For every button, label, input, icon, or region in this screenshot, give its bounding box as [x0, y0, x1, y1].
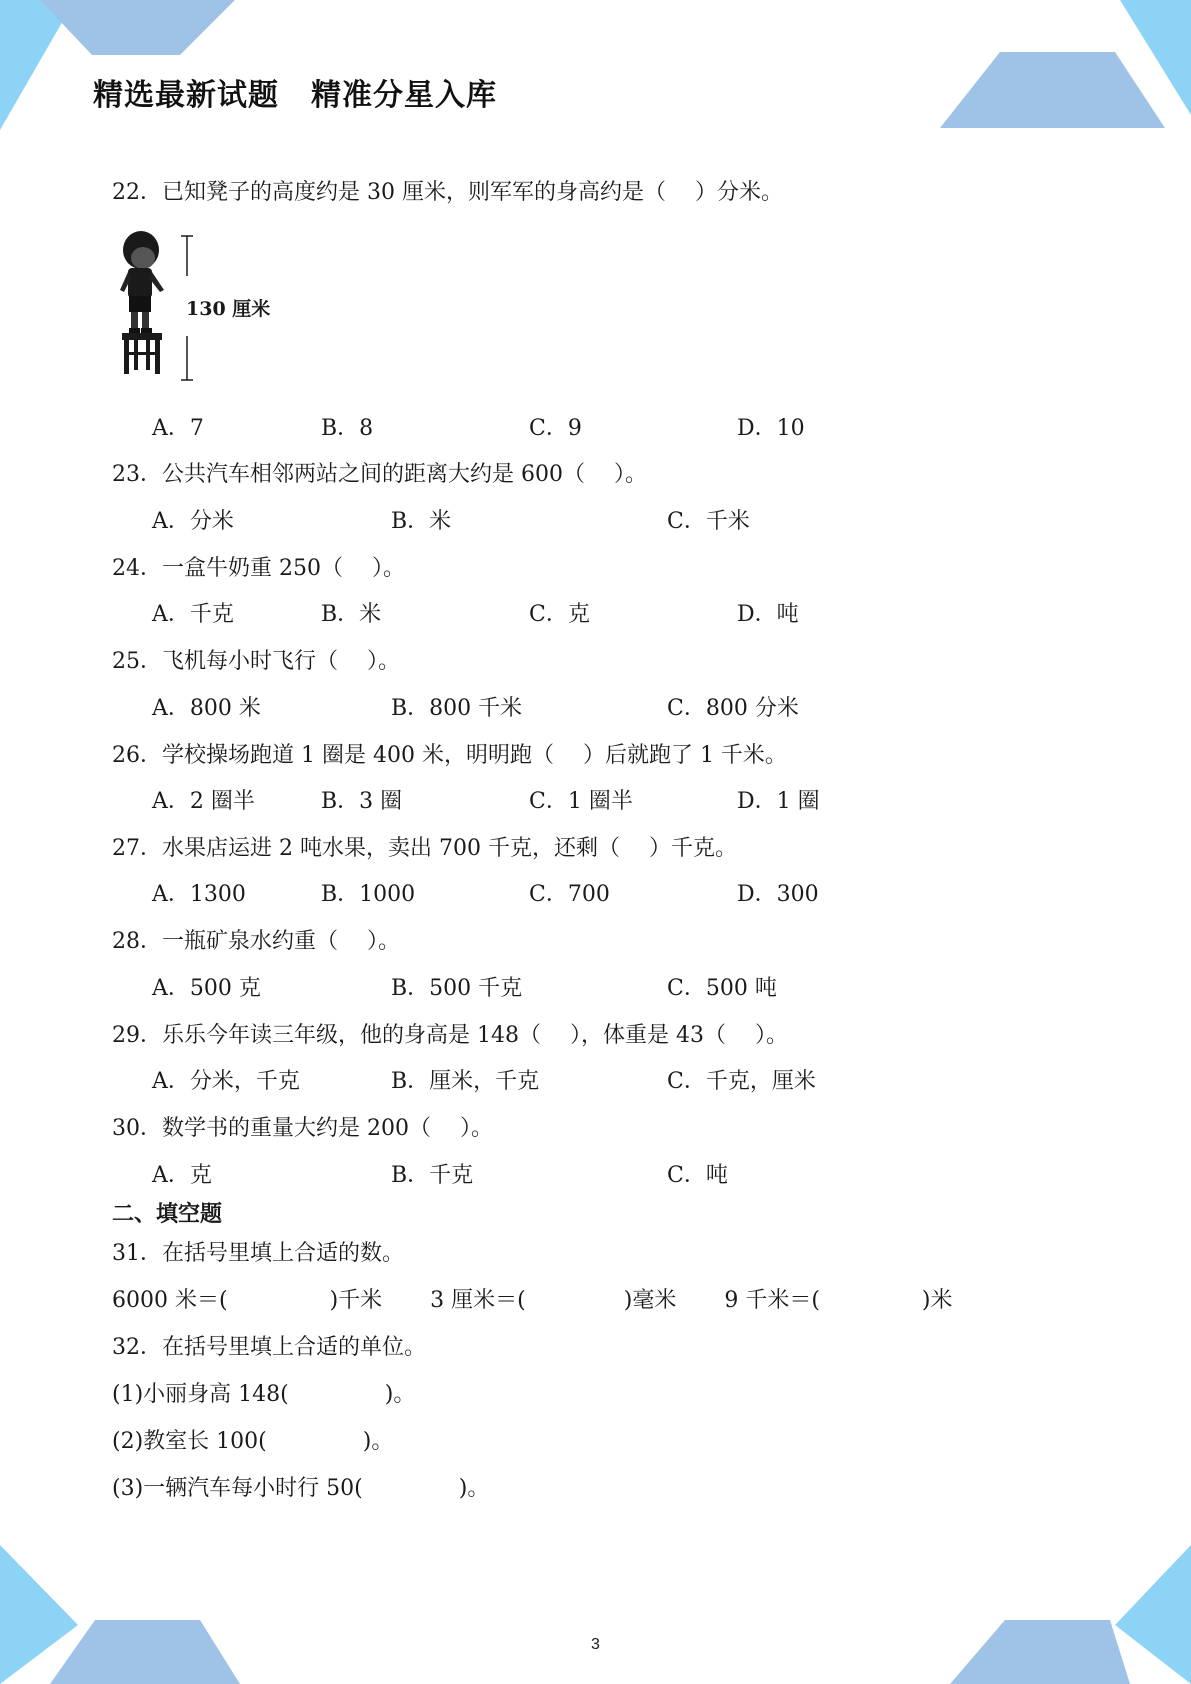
q22-option-d: D．10	[737, 416, 805, 441]
q30-option-c: C．吨	[667, 1163, 728, 1188]
q29-option-c: C．千克，厘米	[667, 1069, 816, 1094]
q30-option-b: B．千克	[391, 1163, 474, 1188]
deco-top-left-trapezoid	[40, 0, 235, 55]
q23-option-a: A．分米	[152, 509, 234, 534]
q32-item3-pre: (3)一辆汽车每小时行 50(	[112, 1476, 363, 1501]
q31-item1-pre: 6000 米＝(	[112, 1288, 228, 1313]
question-27: 27．水果店运进 2 吨水果，卖出 700 千克，还剩（ ）千克。	[112, 836, 737, 861]
question-32: 32．在括号里填上合适的单位。	[112, 1335, 426, 1360]
q31-item1-post: )千米	[329, 1288, 383, 1313]
deco-top-right-trapezoid	[940, 52, 1165, 128]
q25-option-b: B．800 千米	[391, 696, 523, 721]
q23-option-c: C．千米	[667, 509, 750, 534]
section-fill-in-title: 二、填空题	[112, 1202, 223, 1227]
q32-item-3	[112, 1474, 489, 1504]
q31-item2-post: )毫米	[623, 1288, 677, 1313]
q30-option-a: A．克	[152, 1163, 212, 1188]
question-31: 31．在括号里填上合适的数。	[112, 1241, 404, 1266]
q26-option-a: A．2 圈半	[152, 789, 255, 814]
q28-option-c: C．500 吨	[667, 976, 777, 1001]
q32-item2-pre: (2)教室长 100(	[112, 1429, 267, 1454]
q26-option-c: C．1 圈半	[529, 789, 633, 814]
question-26: 26．学校操场跑道 1 圈是 400 米，明明跑（ ）后就跑了 1 千米。	[112, 743, 787, 768]
q27-option-d: D．300	[737, 882, 819, 907]
q32-item1-post: )。	[384, 1382, 416, 1407]
question-22: 22．已知凳子的高度约是 30 厘米，则军军的身高约是（ ）分米。	[112, 180, 783, 205]
header-title	[93, 70, 497, 114]
figure-height-label: 130 厘米	[186, 298, 271, 320]
q31-item3-pre: 9 千米＝(	[724, 1288, 820, 1313]
deco-bottom-right-triangle	[1115, 1545, 1191, 1684]
q29-option-a: A．分米，千克	[152, 1069, 300, 1094]
q26-option-b: B．3 圈	[321, 789, 403, 814]
q22-option-a: A．7	[152, 416, 204, 441]
q31-blanks-row	[112, 1286, 953, 1316]
q24-option-d: D．吨	[737, 602, 799, 627]
question-23: 23．公共汽车相邻两站之间的距离大约是 600（ ）。	[112, 462, 647, 487]
q22-option-b: B．8	[321, 416, 374, 441]
question-28: 28．一瓶矿泉水约重（ ）。	[112, 929, 400, 954]
q26-option-d: D．1 圈	[737, 789, 820, 814]
q27-option-c: C．700	[529, 882, 610, 907]
header-title-part1: 精选最新试题	[93, 78, 279, 113]
question-30: 30．数学书的重量大约是 200（ ）。	[112, 1116, 493, 1141]
q32-item3-post: )。	[458, 1476, 490, 1501]
q29-option-b: B．厘米，千克	[391, 1069, 540, 1094]
q28-option-a: A．500 克	[152, 976, 261, 1001]
q32-item-1	[112, 1380, 415, 1410]
question-24: 24．一盒牛奶重 250（ ）。	[112, 556, 405, 581]
q27-option-a: A．1300	[152, 882, 246, 907]
q22-option-c: C．9	[529, 416, 582, 441]
q28-option-b: B．500 千克	[391, 976, 523, 1001]
q27-option-b: B．1000	[321, 882, 416, 907]
q32-item1-pre: (1)小丽身高 148(	[112, 1382, 289, 1407]
q24-option-b: B．米	[321, 602, 382, 627]
q32-item2-post: )。	[362, 1429, 394, 1454]
q31-item3-post: )米	[921, 1288, 953, 1313]
q32-item-2	[112, 1427, 393, 1457]
q24-option-c: C．克	[529, 602, 590, 627]
question-29: 29．乐乐今年读三年级，他的身高是 148（ ），体重是 43（ ）。	[112, 1023, 788, 1048]
q25-option-c: C．800 分米	[667, 696, 799, 721]
q25-option-a: A．800 米	[152, 696, 261, 721]
question-25: 25．飞机每小时飞行（ ）。	[112, 649, 400, 674]
header-title-part2: 精准分星入库	[311, 78, 497, 113]
q31-item2-pre: 3 厘米＝(	[430, 1288, 526, 1313]
q23-option-b: B．米	[391, 509, 452, 534]
page-number: 3	[591, 1636, 600, 1653]
q24-option-a: A．千克	[152, 602, 234, 627]
